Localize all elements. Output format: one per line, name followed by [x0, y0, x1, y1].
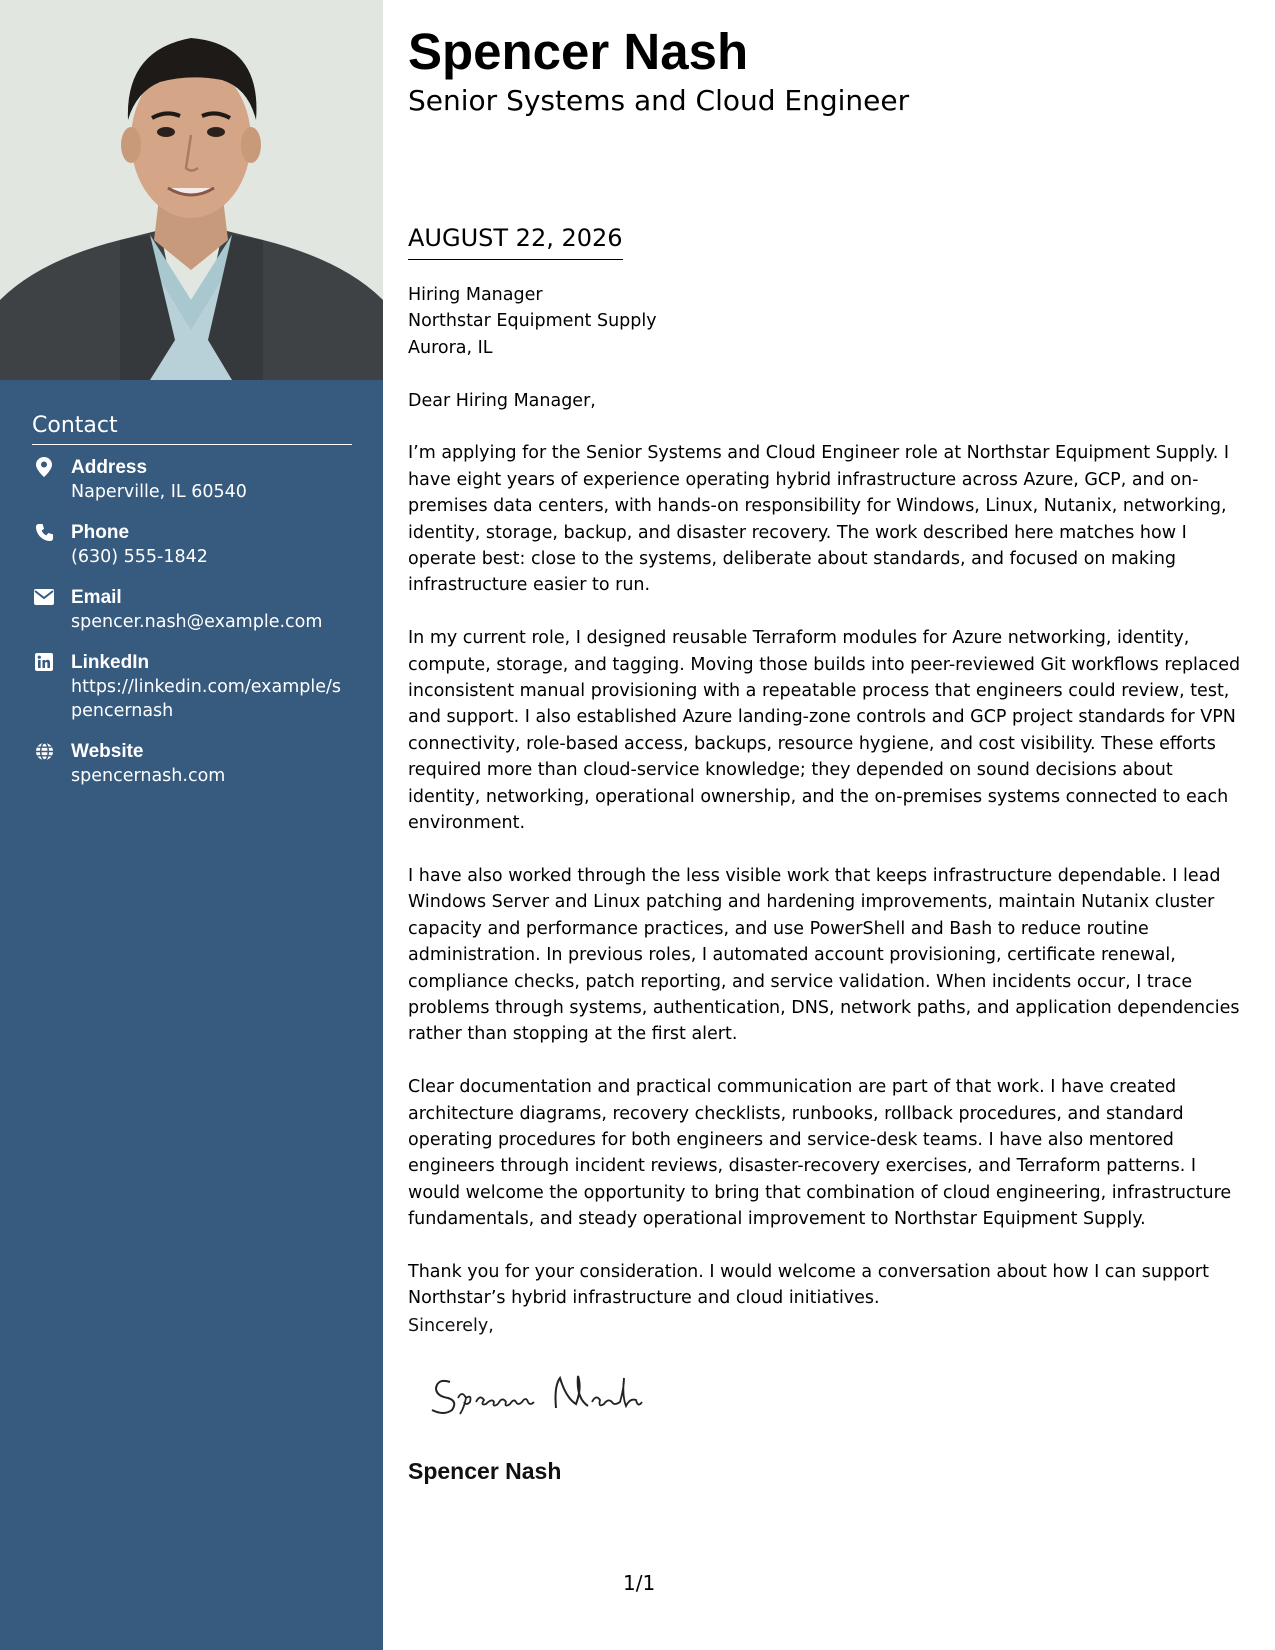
recipient-line: Northstar Equipment Supply [408, 311, 657, 332]
letter-paragraph: I have also worked through the less visible work that keeps infrastructure dependable. I lead Windows Server and Linux patching and hardening improvements, maintain Nutanix cluster capacity and performance practices, and use PowerShell and Bash to reduce routine administration. In previous roles, I automated account provisioning, certificate renewal, compliance checks, patch reporting, and service validation. When incidents occur, I trace problems through systems, authentication, DNS, network paths, and application dependencies rather than stopping at the first alert. [408, 865, 1240, 1045]
profile-photo [0, 0, 383, 380]
letter-paragraph: Clear documentation and practical communication are part of that work. I have created architecture diagrams, recovery checklists, runbooks, rollback procedures, and standard operating procedures for both engineers and service-desk teams. I have also mentored engineers through incident reviews, disaster-recovery exercises, and Terraform patterns. I would welcome the opportunity to bring that combination of cloud engineering, infrastructure fundamentals, and steady operational improvement to Northstar Equipment Supply. [408, 1077, 1232, 1230]
profile-photo-illustration [0, 0, 383, 380]
contact-item-email [32, 585, 352, 634]
contact-heading: Contact [32, 412, 352, 445]
recipient-line: Aurora, IL [408, 337, 493, 358]
contact-item-website [32, 739, 352, 788]
contact-label-address: Address [71, 457, 148, 478]
salutation: Dear Hiring Manager, [408, 390, 596, 411]
letter-paragraph: In my current role, I designed reusable Terraform modules for Azure networking, identity, compute, storage, and tagging. Moving those builds into peer-reviewed Git workflows replaced inconsistent manual provisioning with a repeatable process that engineers could review, test, and support. I also established Azure landing-zone controls and GCP project standards for VPN connectivity, role-based access, backups, resource hygiene, and cost visibility. These efforts required more than cloud-service knowledge; they depended on sound decisions about identity, networking, operational ownership, and the on-premises systems connected to each environment. [408, 628, 1241, 834]
letter-body [408, 282, 1248, 1338]
applicant-name: Spencer Nash [408, 23, 749, 80]
contact-value-phone: (630) 555-1842 [71, 547, 208, 567]
letter-paragraph: I’m applying for the Senior Systems and Cloud Engineer role at Northstar Equipment Supply. I have eight years of experience operating hybrid infrastructure across Azure, GCP, and on-premises data centers, with hands-on responsibility for Windows, Linux, Nutanix, networking, identity, storage, backup, and disaster recovery. The work described here matches how I operate best: close to the systems, deliberate about standards, and focused on making infrastructure easier to run. [408, 443, 1230, 596]
map-pin-icon [34, 457, 54, 477]
applicant-title: Senior Systems and Cloud Engineer [408, 84, 910, 117]
envelope-icon [34, 587, 54, 607]
closing: Sincerely, [408, 1316, 494, 1336]
globe-icon [34, 741, 54, 761]
handwritten-signature [428, 1368, 658, 1420]
contact-section [32, 412, 352, 804]
contact-value-address: Naperville, IL 60540 [71, 482, 247, 502]
recipient-block [408, 282, 1248, 361]
contact-label-linkedin: LinkedIn [71, 652, 150, 673]
contact-item-linkedin [32, 650, 352, 723]
contact-value-linkedin[interactable]: https://linkedin.com/example/spencernash [71, 677, 342, 721]
contact-item-address [32, 455, 352, 504]
contact-item-phone [32, 520, 352, 569]
letter-paragraph: Thank you for your consideration. I would welcome a conversation about how I can support Northstar’s hybrid infrastructure and cloud initiatives. [408, 1261, 1209, 1309]
contact-label-website: Website [71, 741, 144, 762]
contact-value-email[interactable]: spencer.nash@example.com [71, 612, 323, 632]
letter-date: AUGUST 22, 2026 [408, 221, 623, 260]
linkedin-icon [34, 652, 54, 672]
page-number: 1/1 [623, 1571, 656, 1595]
contact-label-phone: Phone [71, 522, 130, 543]
recipient-line: Hiring Manager [408, 285, 543, 305]
contact-label-email: Email [71, 587, 122, 608]
signer-name: Spencer Nash [408, 1458, 562, 1484]
sidebar [0, 0, 383, 1650]
phone-icon [34, 522, 54, 542]
contact-value-website[interactable]: spencernash.com [71, 766, 226, 786]
